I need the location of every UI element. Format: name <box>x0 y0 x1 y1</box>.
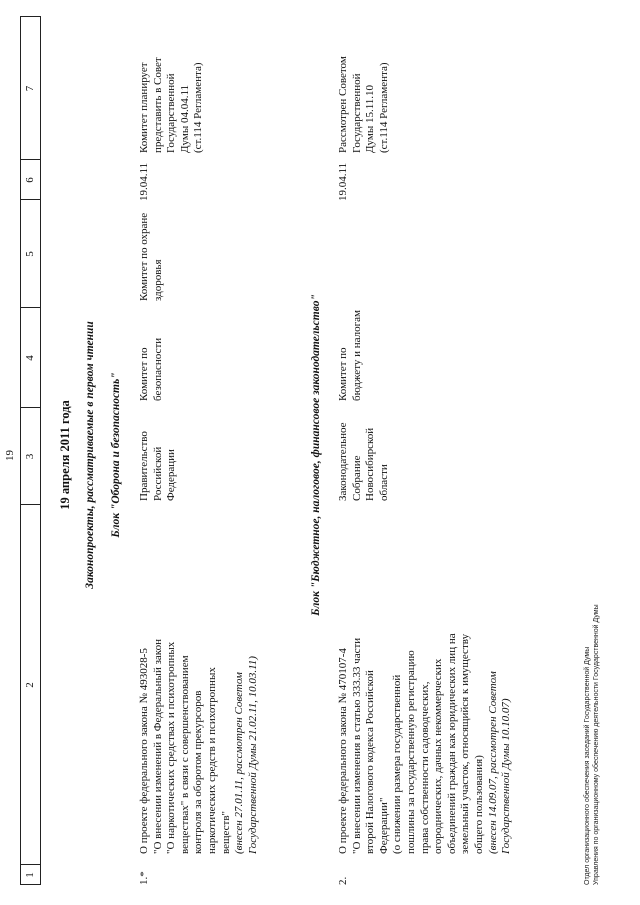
section-heading: Законопроекты, рассматриваемые в первом чтении <box>84 321 96 589</box>
consideration-date: 19.04.11 <box>138 162 150 201</box>
bill-note: (внесен 14.09.07, рассмотрен Советом Государственной Думы 10.10.07) <box>486 671 513 854</box>
bill-author: Законодательное Собрание Новосибирской области <box>337 422 390 501</box>
responsible-committee: Комитет по бюджету и налогам <box>337 310 363 401</box>
bill-author: Правительство Российской Федерации <box>138 431 178 501</box>
column-number-5: 5 <box>24 251 36 257</box>
bill-note: (внесен 27.01.11, рассмотрен Советом Государственной Думы 21.02.11, 10.03.11) <box>233 656 259 854</box>
co-executor-committee: Комитет по охране здоровья <box>138 212 164 301</box>
column-number-2: 2 <box>24 682 36 688</box>
row-note: Рассмотрен Советом Государственной Думы 15.11.10 (ст.114 Регламента) <box>337 56 390 153</box>
bill-description <box>138 509 260 854</box>
block-title: Блок "Бюджетное, налоговое, финансовое законодательство" <box>310 294 322 616</box>
consideration-date: 19.04.11 <box>337 162 349 201</box>
page-number: 19 <box>4 450 16 461</box>
bill-description <box>337 509 514 854</box>
column-number-7: 7 <box>24 85 36 92</box>
date-heading: 19 апреля 2011 года <box>58 400 72 510</box>
column-number-1: 1 <box>24 872 36 878</box>
bill-title: О проекте федерального закона № 493028-5 "О внесении изменений в Федеральный закон "О наркотических средствах и психотропных веществах" в связи с совершенствованием контроля за оборотом прекурсоров наркотических средств и психотропных веществ" <box>138 639 232 854</box>
column-number-3: 3 <box>24 453 36 460</box>
bill-title: О проекте федерального закона № 470107-4 "О внесении изменения в статью 333.33 части второй Налогового кодекса Российской Федерации" (о снижении размера государственной пошлины за государственную регистрацию права собственности садоводческих, огороднических, дачных некоммерческих объединений граждан как юридических лиц на земельный участок, относящийся к имуществу общего пользования) <box>337 633 485 854</box>
row-number: 1.* <box>138 871 150 885</box>
block-title: Блок "Оборона и безопасность" <box>110 372 122 538</box>
page-footer: Отдел организационного обеспечения заседаний Государственной Думы Управления по организационному обеспечению деятельности Государственной Думы <box>584 604 600 885</box>
column-number-4: 4 <box>24 355 36 361</box>
row-note: Комитет планирует представить в Совет Государственной Думы 04.04.11 (ст.114 Регламента) <box>138 57 205 153</box>
responsible-committee: Комитет по безопасности <box>138 337 164 401</box>
column-number-6: 6 <box>24 177 36 183</box>
row-number: 2. <box>337 876 349 885</box>
